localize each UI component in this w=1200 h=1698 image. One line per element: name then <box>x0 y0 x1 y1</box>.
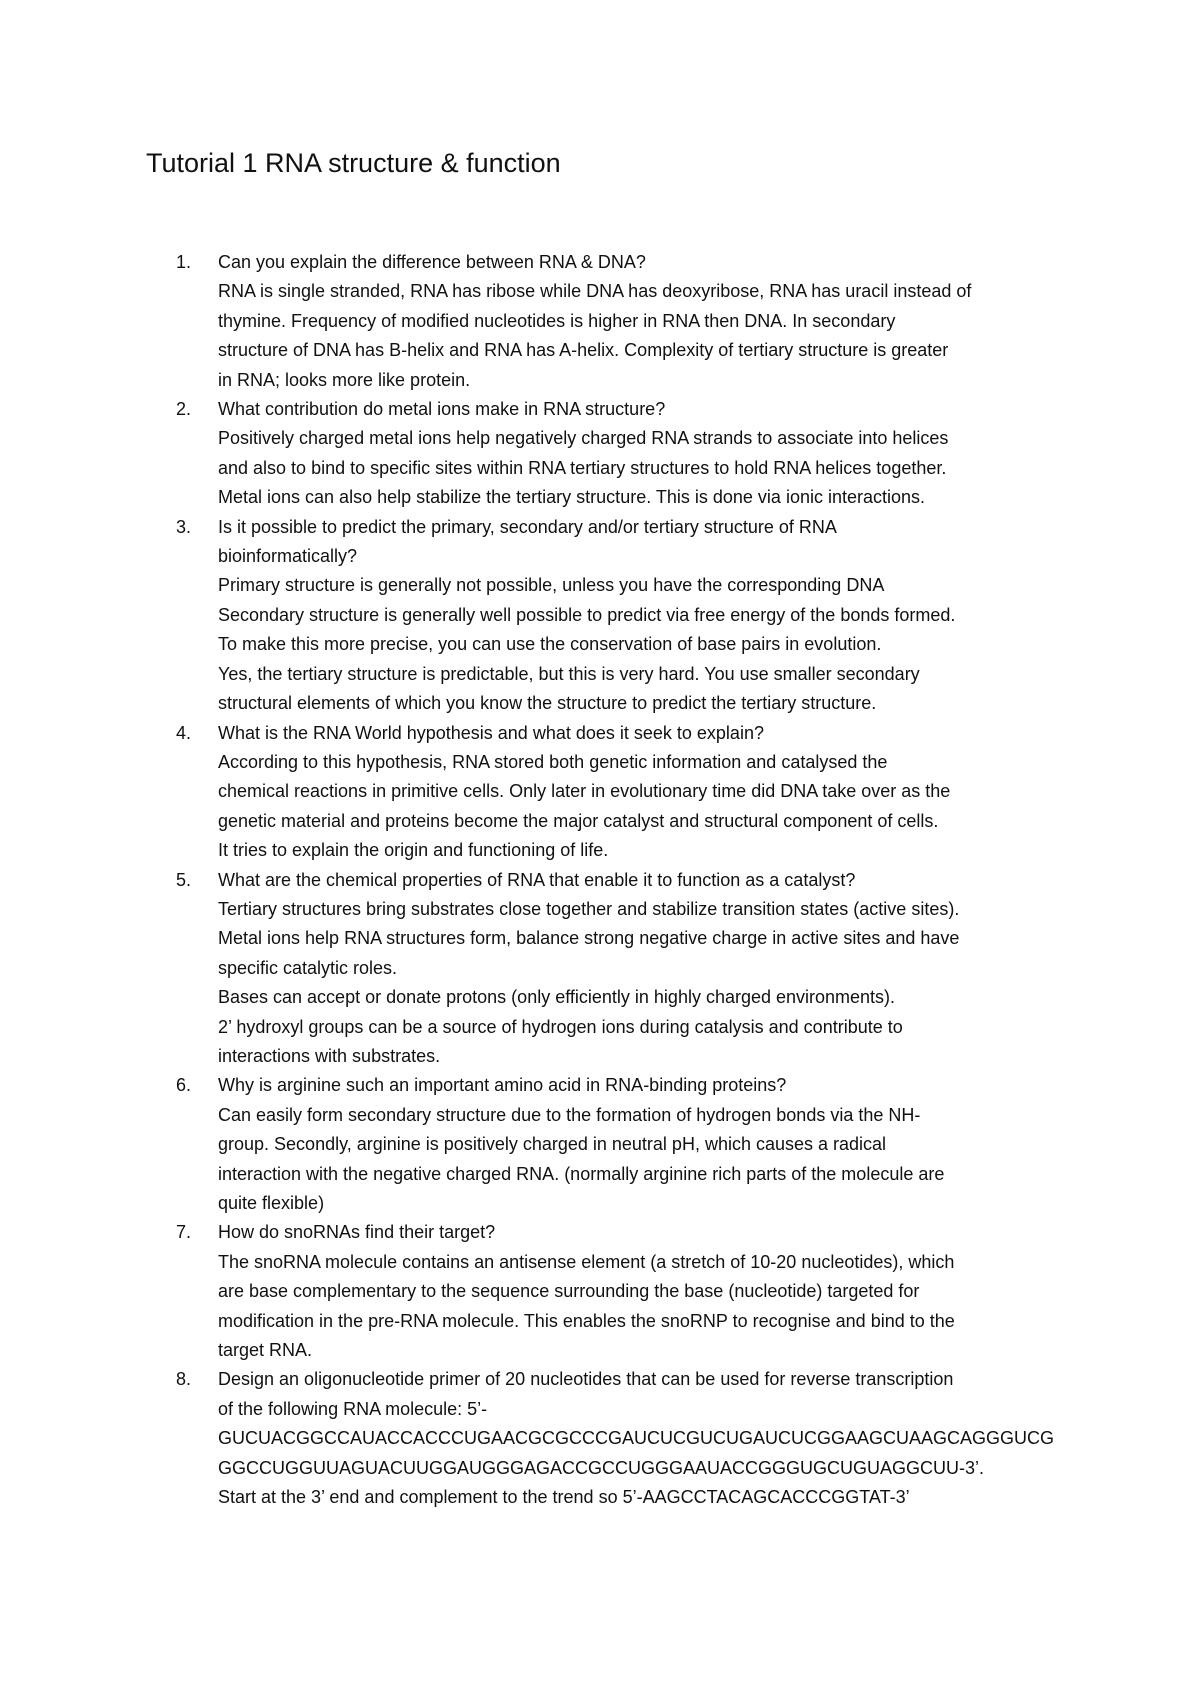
answer-text-line: group. Secondly, arginine is positively charged in neutral pH, which causes a radical <box>218 1134 887 1155</box>
answer-text-line: of the following RNA molecule: 5’- <box>218 1398 488 1419</box>
question-body <box>218 513 1074 719</box>
question-number: 3. <box>176 516 192 537</box>
answer-text-line: modification in the pre-RNA molecule. This enables the snoRNP to recognise and bind to the <box>218 1310 955 1331</box>
answer-text-line: Bases can accept or donate protons (only efficiently in highly charged environments). <box>218 987 896 1008</box>
answer-text-line: The snoRNA molecule contains an antisense element (a stretch of 10-20 nucleotides), which <box>218 1251 955 1272</box>
question-text-line: What are the chemical properties of RNA that enable it to function as a catalyst? <box>218 869 856 890</box>
question-item <box>0 866 1200 1072</box>
question-body <box>218 719 1074 866</box>
question-text-line: How do snoRNAs find their target? <box>218 1222 496 1243</box>
answer-text-line: According to this hypothesis, RNA stored both genetic information and catalysed the <box>218 751 888 772</box>
answer-text-line: chemical reactions in primitive cells. Only later in evolutionary time did DNA take over as the <box>218 781 951 802</box>
question-item <box>0 1218 1200 1365</box>
answer-text-line: thymine. Frequency of modified nucleotides is higher in RNA then DNA. In secondary <box>218 310 896 331</box>
answer-text-line: Start at the 3’ end and complement to the trend so 5’-AAGCCTACAGCACCCGGTAT-3’ <box>218 1487 910 1508</box>
answer-text-line: GGCCUGGUUAGUACUUGGAUGGGAGACCGCCUGGGAAUACCGGGUGCUGUAGGCUU-3’. <box>218 1457 985 1478</box>
answer-text-line: Metal ions can also help stabilize the tertiary structure. This is done via ionic interactions. <box>218 487 926 508</box>
question-number: 1. <box>176 252 192 272</box>
answer-text-line: Primary structure is generally not possible, unless you have the corresponding DNA <box>218 575 885 596</box>
question-text-line: Why is arginine such an important amino acid in RNA-binding proteins? <box>218 1075 787 1096</box>
answer-text-line: RNA is single stranded, RNA has ribose while DNA has deoxyribose, RNA has uracil instead of <box>218 281 972 302</box>
question-list <box>0 248 1200 1512</box>
question-body <box>218 248 1074 395</box>
question-item <box>0 248 1200 395</box>
page-title: Tutorial 1 RNA structure & function <box>146 148 561 178</box>
answer-text-line: Secondary structure is generally well possible to predict via free energy of the bonds formed. <box>218 604 956 625</box>
question-text-line: Is it possible to predict the primary, secondary and/or tertiary structure of RNA <box>218 516 837 537</box>
answer-text-line: Can easily form secondary structure due to the formation of hydrogen bonds via the NH- <box>218 1104 921 1125</box>
answer-text-line: specific catalytic roles. <box>218 957 398 978</box>
answer-text-line: Yes, the tertiary structure is predictable, but this is very hard. You use smaller secondary <box>218 663 920 684</box>
answer-text-line: are base complementary to the sequence surrounding the base (nucleotide) targeted for <box>218 1281 920 1302</box>
question-number: 8. <box>176 1369 192 1390</box>
answer-text-line: bioinformatically? <box>218 546 358 567</box>
answer-text-line: Metal ions help RNA structures form, balance strong negative charge in active sites and have <box>218 928 960 949</box>
question-item <box>0 1071 1200 1218</box>
answer-text-line: interaction with the negative charged RNA. (normally arginine rich parts of the molecule are <box>218 1163 945 1184</box>
question-number: 4. <box>176 722 192 743</box>
question-body <box>218 866 1074 1072</box>
question-number: 2. <box>176 399 192 420</box>
question-number: 5. <box>176 869 192 890</box>
answer-text-line: quite flexible) <box>218 1193 325 1213</box>
question-item <box>0 1365 1200 1512</box>
question-text-line: Design an oligonucleotide primer of 20 nucleotides that can be used for reverse transcription <box>218 1369 954 1390</box>
answer-text-line: Tertiary structures bring substrates close together and stabilize transition states (active sites). <box>218 898 960 919</box>
question-text-line: What is the RNA World hypothesis and what does it seek to explain? <box>218 722 764 743</box>
question-body <box>218 1218 1074 1365</box>
question-body <box>218 1071 1074 1218</box>
question-body <box>218 395 1074 513</box>
answer-text-line: target RNA. <box>218 1340 313 1361</box>
answer-text-line: genetic material and proteins become the major catalyst and structural component of cells. <box>218 810 939 831</box>
answer-text-line: interactions with substrates. <box>218 1045 441 1066</box>
question-item <box>0 395 1200 513</box>
answer-text-line: 2’ hydroxyl groups can be a source of hydrogen ions during catalysis and contribute to <box>218 1016 903 1037</box>
answer-text-line: Positively charged metal ions help negatively charged RNA strands to associate into helices <box>218 428 949 449</box>
answer-text-line: It tries to explain the origin and functioning of life. <box>218 840 609 861</box>
question-number: 7. <box>176 1222 192 1243</box>
question-item <box>0 719 1200 866</box>
answer-text-line: and also to bind to specific sites within RNA tertiary structures to hold RNA helices together. <box>218 457 947 478</box>
question-item <box>0 513 1200 719</box>
answer-text-line: GUCUACGGCCAUACCACCCUGAACGCGCCCGAUCUCGUCUGAUCUCGGAAGCUAAGCAGGGUCG <box>218 1428 1055 1449</box>
answer-text-line: in RNA; looks more like protein. <box>218 369 471 390</box>
answer-text-line: To make this more precise, you can use the conservation of base pairs in evolution. <box>218 634 882 655</box>
question-text-line: What contribution do metal ions make in RNA structure? <box>218 399 666 420</box>
question-number: 6. <box>176 1075 192 1096</box>
answer-text-line: structure of DNA has B-helix and RNA has A-helix. Complexity of tertiary structure is greater <box>218 340 949 361</box>
answer-text-line: structural elements of which you know the structure to predict the tertiary structure. <box>218 693 877 714</box>
question-text-line: Can you explain the difference between RNA & DNA? <box>218 252 646 272</box>
question-body <box>218 1365 1074 1512</box>
